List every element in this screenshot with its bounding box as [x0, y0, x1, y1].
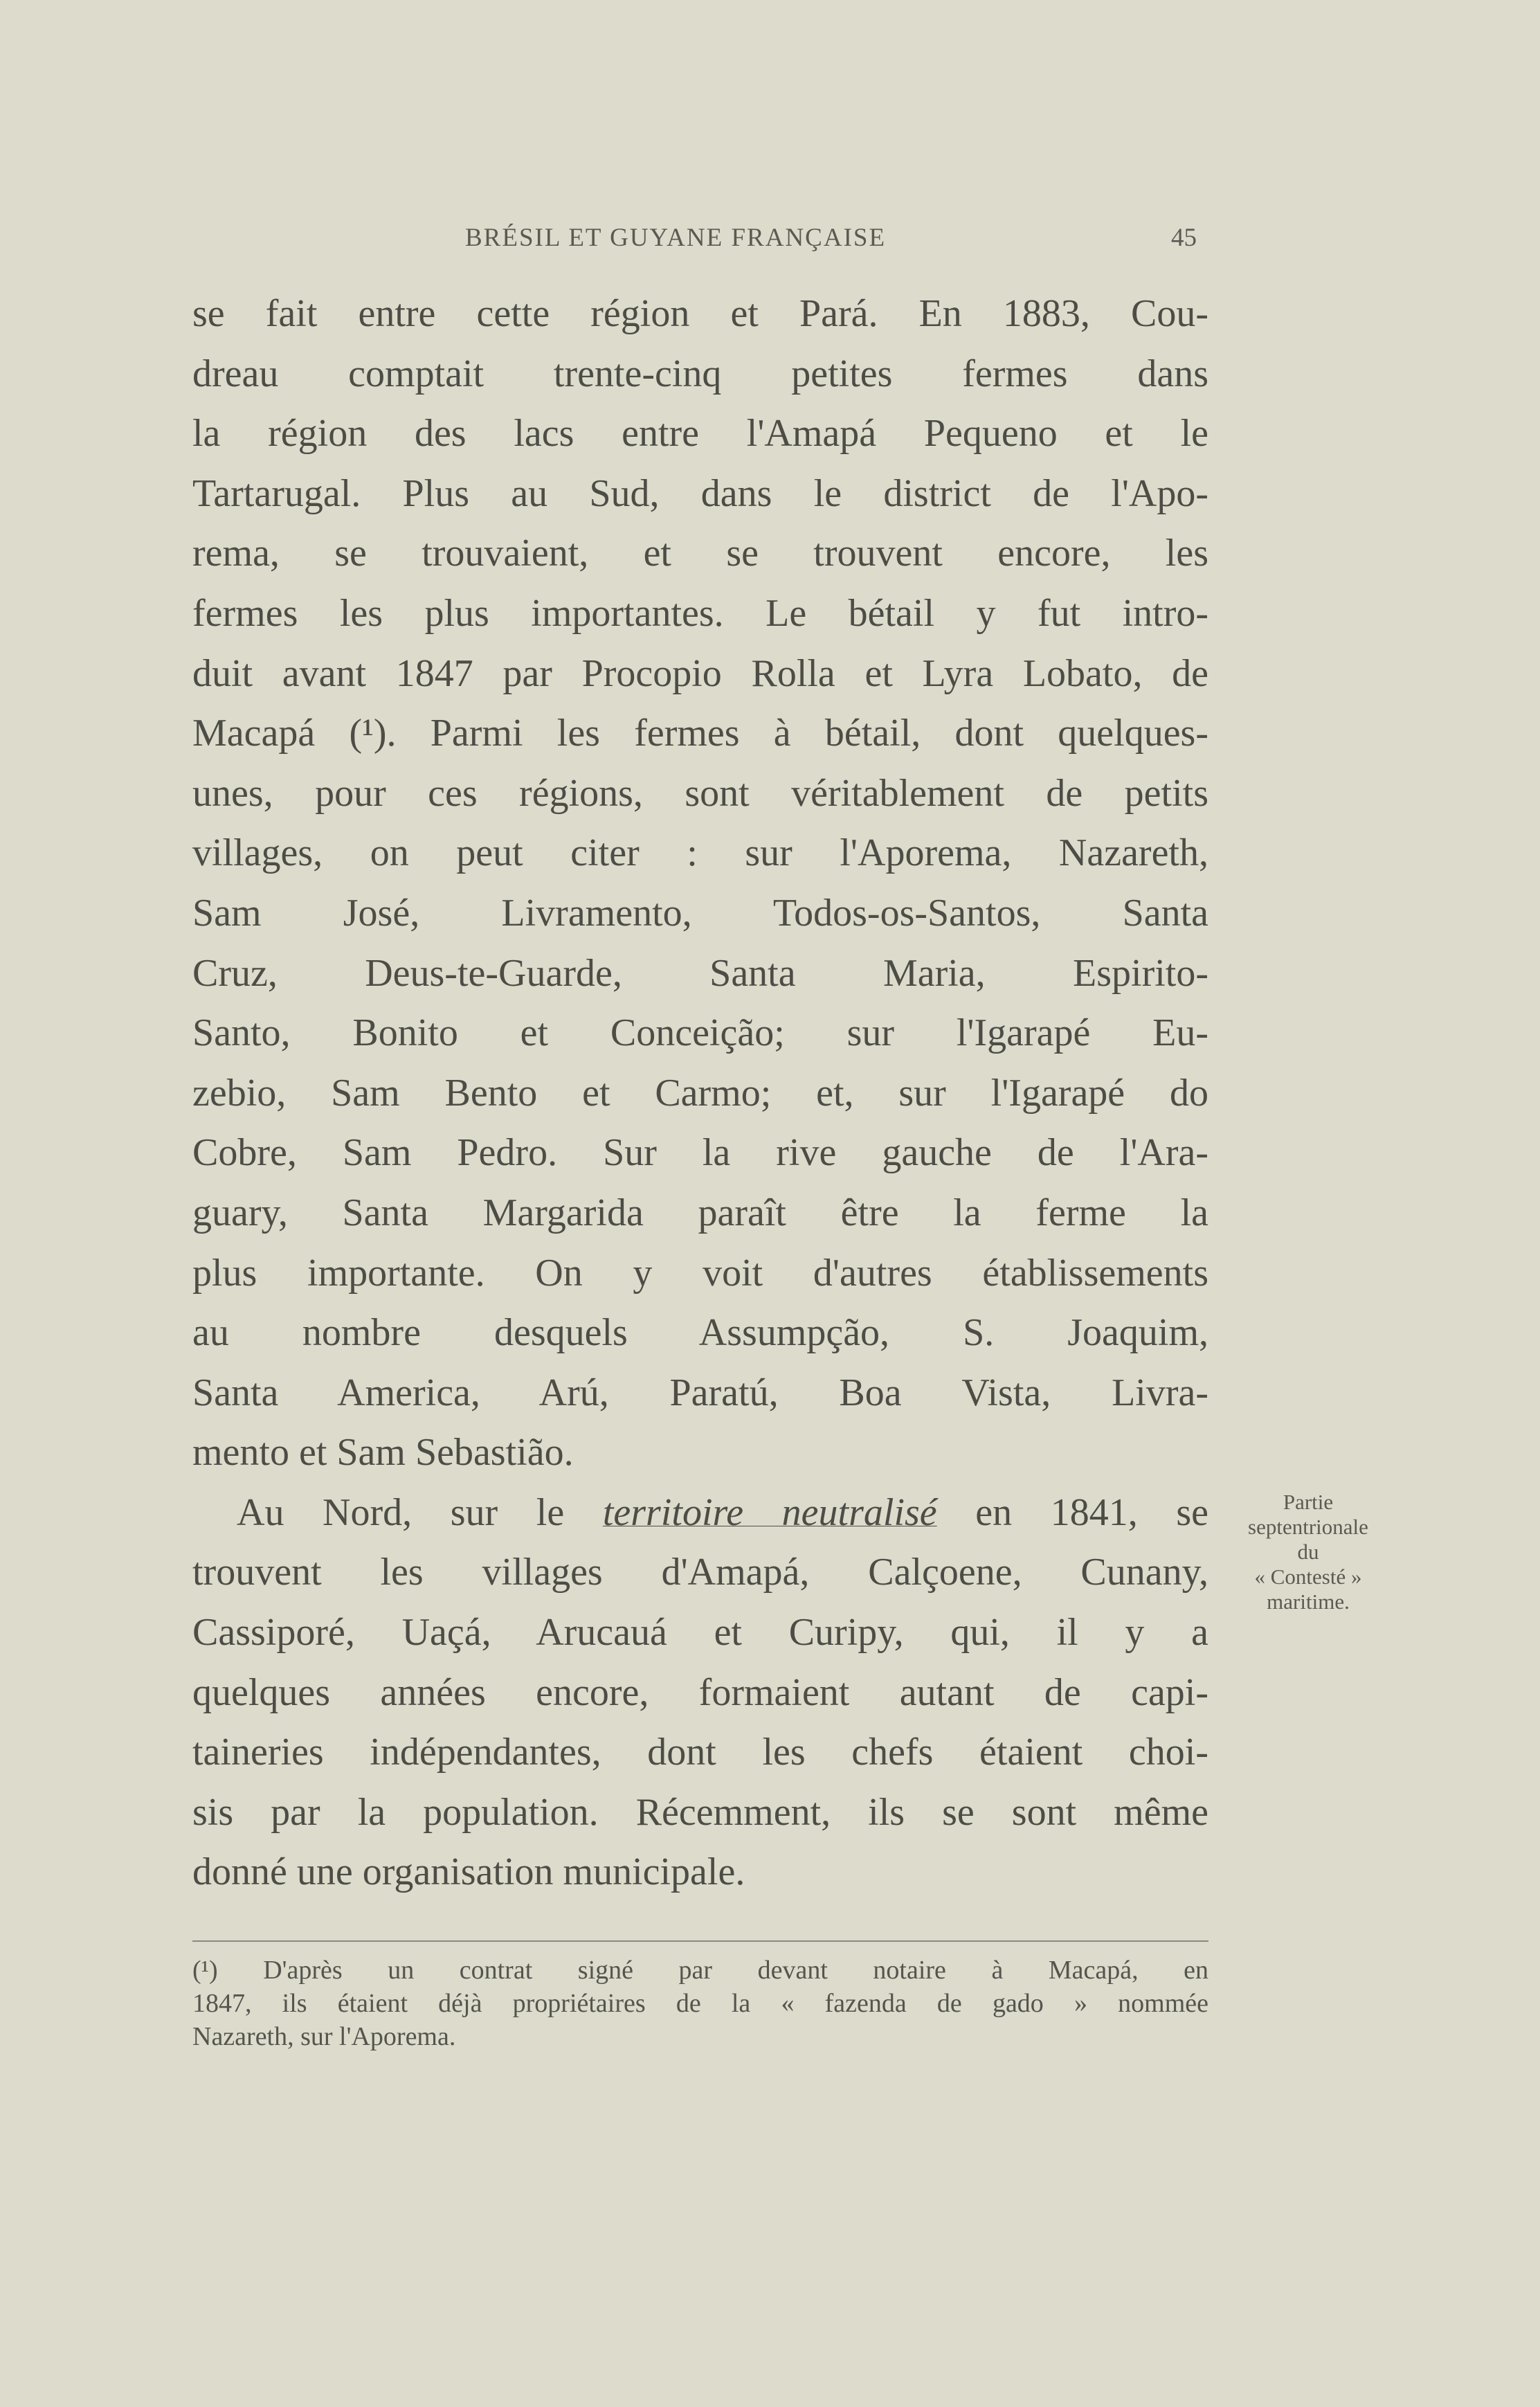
margin-note-line: maritime. [1267, 1589, 1350, 1614]
text-line: mento et Sam Sebastião. [192, 1431, 574, 1475]
text-line: Cassiporé, Uaçá, Arucauá et Curipy, qui, il y a [192, 1611, 1208, 1655]
running-title: BRÉSIL ET GUYANE FRANÇAISE [465, 224, 887, 252]
margin-note-line: du [1297, 1540, 1319, 1564]
text-line: zebio, Sam Bento et Carmo; et, sur l'Igarapé do [192, 1071, 1208, 1115]
running-head [0, 216, 1540, 258]
page-number: 45 [1171, 224, 1197, 252]
margin-note-line: « Contesté » [1254, 1565, 1362, 1589]
margin-note-line: Partie [1283, 1490, 1334, 1514]
text-line: villages, on peut citer : sur l'Aporema, Nazareth, [192, 831, 1208, 875]
text-line: Sam José, Livramento, Todos-os-Santos, Santa [192, 891, 1208, 935]
text-fragment: Au Nord, sur le [237, 1490, 603, 1534]
text-fragment: en 1841, se [936, 1490, 1208, 1534]
main-text [192, 284, 1208, 1902]
text-line: Cobre, Sam Pedro. Sur la rive gauche de l'Ara- [192, 1131, 1208, 1175]
text-line: sis par la population. Récemment, ils se sont même [192, 1790, 1208, 1834]
footnote-rule [192, 1940, 1208, 1942]
margin-note-line: septentrionale [1248, 1515, 1368, 1539]
text-line: la région des lacs entre l'Amapá Pequeno et le [192, 412, 1208, 456]
italic-term: territoire neutralisé [602, 1490, 937, 1534]
footnote-line: 1847, ils étaient déjà propriétaires de la « fazenda de gado » nommée [192, 1989, 1208, 2018]
text-line: fermes les plus importantes. Le bétail y fut intro- [192, 591, 1208, 635]
margin-note [1239, 1490, 1377, 1614]
text-line: duit avant 1847 par Procopio Rolla et Lyra Lobato, de [192, 651, 1208, 695]
text-line: unes, pour ces régions, sont véritablement de petits [192, 771, 1208, 815]
text-line: Macapá (¹). Parmi les fermes à bétail, dont quelques- [192, 712, 1208, 755]
text-line: Cruz, Deus-te-Guarde, Santa Maria, Espirito- [192, 951, 1208, 995]
text-line: taineries indépendantes, dont les chefs étaient choi- [192, 1731, 1208, 1774]
text-line: quelques années encore, formaient autant de capi- [192, 1670, 1208, 1714]
text-line: guary, Santa Margarida paraît être la ferme la [192, 1191, 1208, 1234]
text-line: Tartarugal. Plus au Sud, dans le district de l'Apo- [192, 471, 1208, 515]
text-line: au nombre desquels Assumpção, S. Joaquim, [192, 1311, 1208, 1355]
footnote-line: (¹) D'après un contrat signé par devant notaire à Macapá, en [192, 1956, 1208, 1985]
text-line: donné une organisation municipale. [192, 1850, 745, 1894]
paragraph-2-first-line [192, 1483, 1208, 1543]
text-line: trouvent les villages d'Amapá, Calçoene, Cunany, [192, 1551, 1208, 1594]
footnote-line: Nazareth, sur l'Aporema. [192, 2022, 456, 2051]
text-line: rema, se trouvaient, et se trouvent encore, les [192, 532, 1208, 575]
text-line: Santo, Bonito et Conceição; sur l'Igarapé Eu- [192, 1011, 1208, 1055]
text-line: Santa America, Arú, Paratú, Boa Vista, Livra- [192, 1371, 1208, 1414]
text-line: se fait entre cette région et Pará. En 1883, Cou- [192, 292, 1208, 335]
text-line: dreau comptait trente-cinq petites fermes dans [192, 352, 1208, 395]
text-line: plus importante. On y voit d'autres établissements [192, 1251, 1208, 1295]
footnote [192, 1954, 1208, 2053]
